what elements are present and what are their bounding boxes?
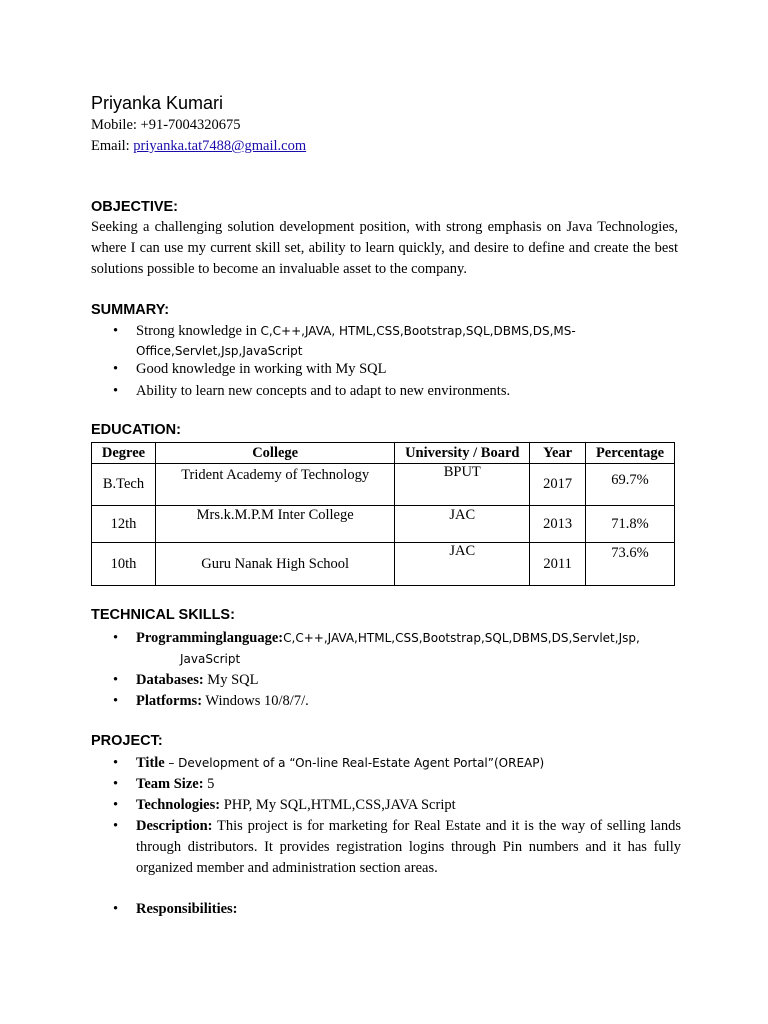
- education-heading: EDUCATION:: [91, 422, 181, 438]
- table-row: [92, 543, 675, 586]
- year-cell: 2013: [530, 506, 586, 543]
- bullet-icon: •: [113, 755, 119, 771]
- list-item: [91, 359, 681, 379]
- table-row: [92, 464, 675, 506]
- percentage-cell: 69.7%: [586, 464, 675, 506]
- column-header: Year: [530, 443, 586, 464]
- year-cell: 2011: [530, 543, 586, 586]
- table-row: [92, 506, 675, 543]
- project-list: [91, 753, 681, 920]
- list-item: [91, 321, 681, 361]
- candidate-name: Priyanka Kumari: [91, 93, 224, 113]
- responsibilities-label: Responsibilities:: [136, 901, 238, 917]
- year-cell: 2017: [530, 464, 586, 506]
- bullet-icon: •: [113, 383, 119, 399]
- bullet-icon: •: [113, 818, 119, 834]
- bullet-icon: •: [113, 797, 119, 813]
- skill-label: Databases:: [136, 672, 204, 688]
- team-size-label: Team Size:: [136, 776, 204, 792]
- list-item: [91, 774, 681, 795]
- list-item: [91, 670, 681, 690]
- board-cell: JAC: [395, 543, 530, 586]
- list-item: [91, 816, 681, 879]
- description-label: Description:: [136, 818, 213, 834]
- mobile-line: [91, 117, 241, 134]
- list-item: [91, 628, 681, 670]
- bullet-icon: •: [113, 361, 119, 377]
- bullet-icon: •: [113, 776, 119, 792]
- technologies-label: Technologies:: [136, 797, 221, 813]
- skill-value: My SQL: [207, 672, 259, 688]
- project-title-label: Title: [136, 755, 165, 771]
- project-heading: PROJECT:: [91, 733, 163, 749]
- summary-item-skills: C,C++,JAVA, HTML,CSS,Bootstrap,SQL,DBMS,DS,MS-Office,Servlet,Jsp,JavaScript: [136, 324, 576, 358]
- summary-heading: SUMMARY:: [91, 302, 170, 318]
- college-cell: Guru Nanak High School: [155, 543, 394, 586]
- bullet-icon: •: [113, 630, 119, 646]
- mobile-number: +91-7004320675: [140, 117, 241, 133]
- objective-heading: OBJECTIVE:: [91, 199, 179, 215]
- bullet-icon: •: [113, 693, 119, 709]
- summary-item-text: Good knowledge in working with My SQL: [136, 361, 387, 377]
- summary-item-prefix: Strong knowledge in: [136, 323, 257, 339]
- column-header: College: [155, 443, 394, 464]
- description-value: This project is for marketing for Real Estate and it is the way of selling lands through distributors. It provides registration logins through Pin numbers and it has fully organized member and administration section areas.: [136, 818, 681, 876]
- bullet-icon: •: [113, 672, 119, 688]
- skill-label: Platforms:: [136, 693, 203, 709]
- email-label: Email:: [91, 138, 130, 154]
- skill-value: C,C++,JAVA,HTML,CSS,Bootstrap,SQL,DBMS,DS,Servlet,Jsp,: [283, 631, 640, 645]
- percentage-cell: 73.6%: [586, 543, 675, 586]
- column-header: University / Board: [395, 443, 530, 464]
- team-size-value: 5: [207, 776, 215, 792]
- email-link[interactable]: priyanka.tat7488@gmail.com: [133, 138, 307, 154]
- degree-cell: 10th: [92, 543, 156, 586]
- degree-cell: 12th: [92, 506, 156, 543]
- list-item: [91, 691, 681, 711]
- email-line: [91, 138, 306, 155]
- skill-label: Programminglanguage:: [136, 630, 284, 646]
- mobile-label: Mobile:: [91, 117, 137, 133]
- board-cell: BPUT: [395, 464, 530, 506]
- project-title-value: – Development of a “On-line Real-Estate Agent Portal”(OREAP): [168, 756, 545, 770]
- objective-text: Seeking a challenging solution development position, with strong emphasis on Java Technologies, where I can use my current skill set, ability to learn quickly, and desire to define and create the best solutions possible to become an invaluable asset to the company.: [91, 219, 678, 277]
- list-item: [91, 795, 681, 816]
- summary-list: [91, 321, 681, 401]
- degree-cell: B.Tech: [92, 464, 156, 506]
- bullet-icon: •: [113, 323, 119, 339]
- board-cell: JAC: [395, 506, 530, 543]
- summary-item-text: Ability to learn new concepts and to adapt to new environments.: [136, 383, 511, 399]
- technical-skills-heading: TECHNICAL SKILLS:: [91, 607, 235, 623]
- column-header: Degree: [92, 443, 156, 464]
- college-cell: Trident Academy of Technology: [155, 464, 394, 506]
- list-item: [91, 753, 681, 774]
- college-cell: Mrs.k.M.P.M Inter College: [155, 506, 394, 543]
- table-header-row: [92, 443, 675, 464]
- bullet-icon: •: [113, 901, 119, 917]
- column-header: Percentage: [586, 443, 675, 464]
- list-item: [91, 381, 681, 401]
- technical-skills-list: [91, 628, 681, 711]
- percentage-cell: 71.8%: [586, 506, 675, 543]
- skill-value: Windows 10/8/7/.: [205, 693, 309, 709]
- education-table: [91, 442, 675, 586]
- list-item: [91, 899, 681, 920]
- skill-value-continued: JavaScript: [180, 652, 241, 666]
- technologies-value: PHP, My SQL,HTML,CSS,JAVA Script: [223, 797, 456, 813]
